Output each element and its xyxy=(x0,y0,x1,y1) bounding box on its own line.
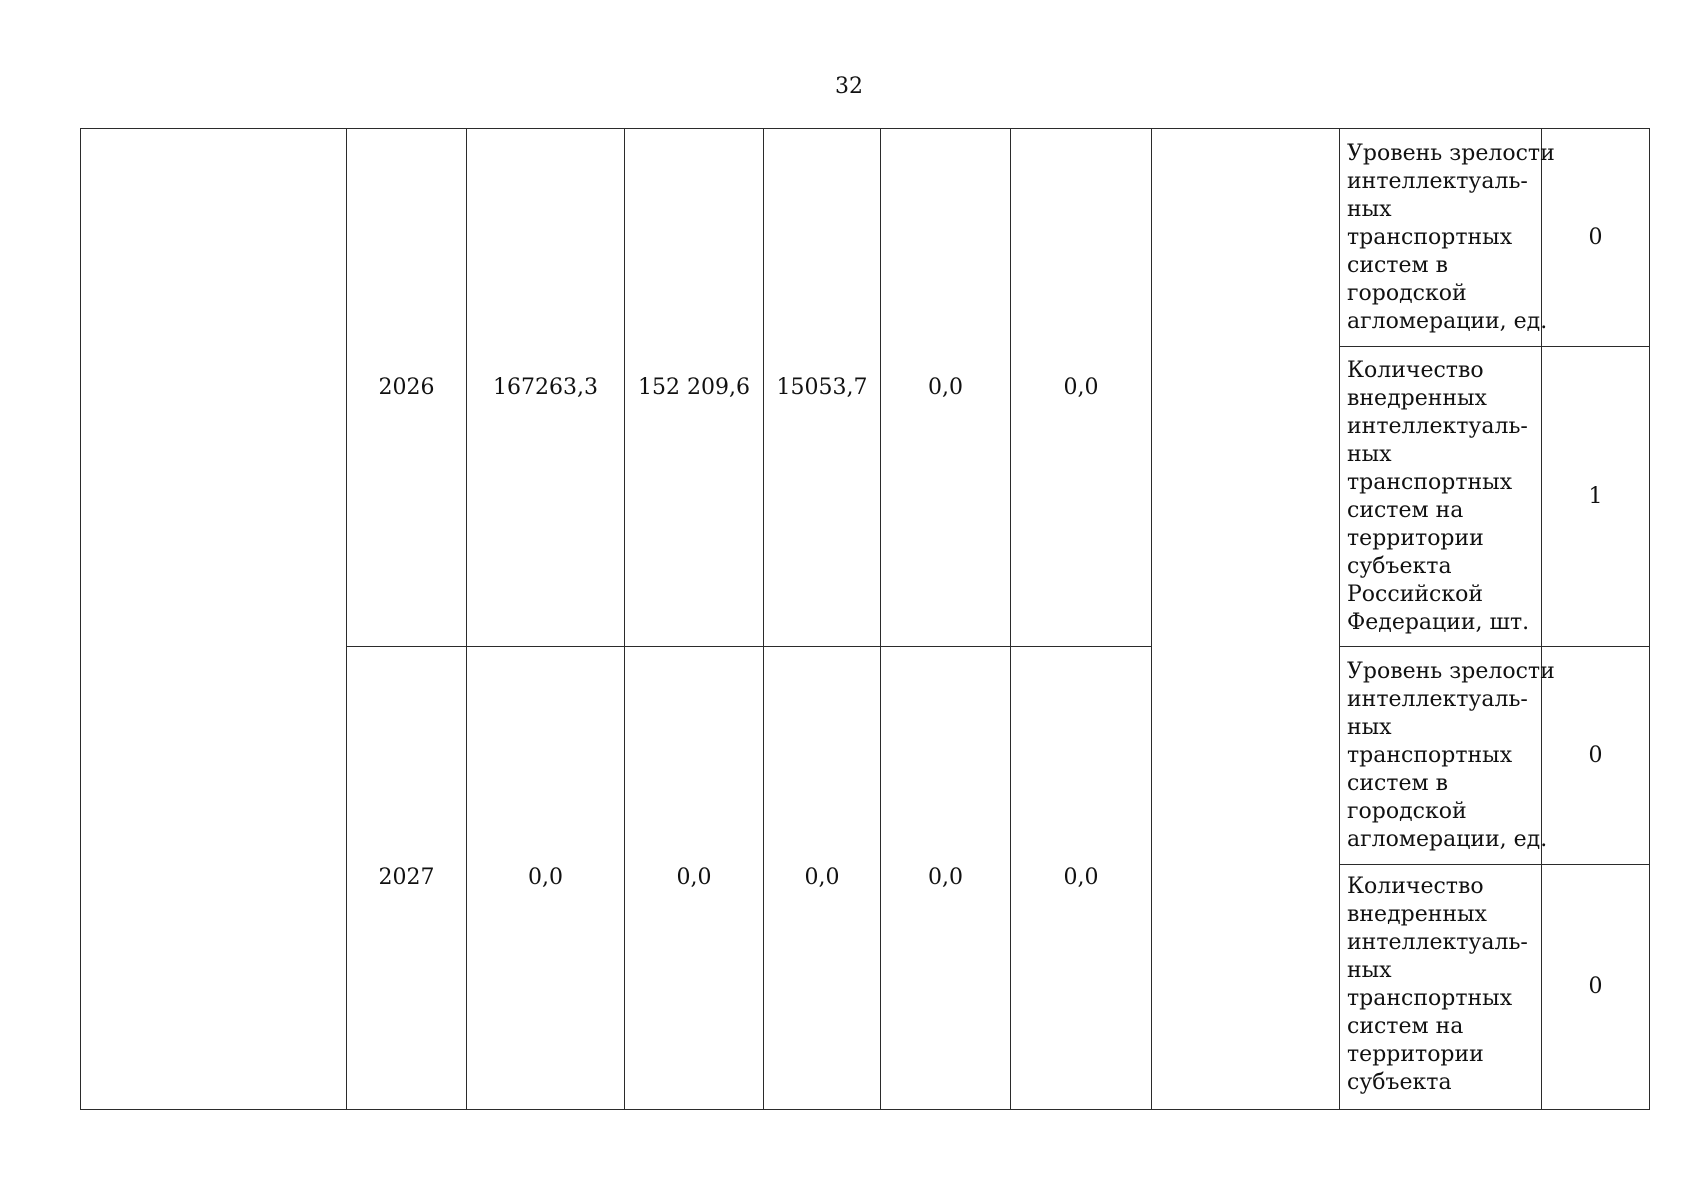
indicator-text-line: интеллектуаль- xyxy=(1347,168,1528,194)
indicator-value-cell: 0 xyxy=(1542,129,1650,347)
indicator-name-cell xyxy=(1340,347,1542,647)
indicator-text-line: интеллектуаль- xyxy=(1347,686,1528,712)
indicator-text-line: систем на xyxy=(1347,1014,1464,1039)
indicator-value-cell: 1 xyxy=(1542,347,1650,647)
indicator-text-line: субъекта xyxy=(1347,1070,1452,1095)
year-cell: 2026 xyxy=(347,129,467,647)
program-funding-table xyxy=(80,128,1650,1110)
federal-budget-cell: 152 209,6 xyxy=(625,129,764,647)
indicator-name-cell xyxy=(1340,129,1555,347)
indicator-text-line: систем на xyxy=(1347,497,1464,523)
indicator-value-cell: 0 xyxy=(1542,865,1650,1110)
indicator-text-line: территории xyxy=(1347,1042,1484,1067)
total-cell: 167263,3 xyxy=(467,129,625,647)
total-cell: 0,0 xyxy=(467,647,625,1110)
page-number: 32 xyxy=(835,74,863,99)
local-budget-cell: 0,0 xyxy=(881,647,1011,1110)
indicator-name-cell xyxy=(1340,647,1555,865)
indicator-text-line: транспортных xyxy=(1347,469,1513,495)
indicator-text-line: Российской xyxy=(1347,581,1483,607)
indicator-text-line: ных xyxy=(1347,958,1392,983)
other-sources-cell: 0,0 xyxy=(1011,647,1152,1110)
other-sources-cell: 0,0 xyxy=(1011,129,1152,647)
table-row xyxy=(81,129,1650,347)
indicator-text-line: городской xyxy=(1347,798,1467,824)
name-cell xyxy=(81,129,347,1110)
indicator-text-line: Уровень зрелости xyxy=(1347,658,1555,684)
year-cell: 2027 xyxy=(347,647,467,1110)
indicator-text-line: Количество xyxy=(1347,357,1484,383)
indicator-text-line: транспортных xyxy=(1347,742,1513,768)
indicator-text-line: субъекта xyxy=(1347,553,1452,579)
indicator-value-cell: 0 xyxy=(1542,647,1650,865)
regional-budget-cell: 15053,7 xyxy=(764,129,881,647)
indicator-text-line: Федерации, шт. xyxy=(1347,609,1530,635)
indicator-text-line: интеллектуаль- xyxy=(1347,413,1528,439)
regional-budget-cell: 0,0 xyxy=(764,647,881,1110)
indicator-text-line: территории xyxy=(1347,525,1484,551)
indicator-text-line: систем в xyxy=(1347,252,1448,278)
indicator-text-line: систем в xyxy=(1347,770,1448,796)
indicator-name-cell xyxy=(1340,865,1542,1110)
indicator-text-line: Количество xyxy=(1347,874,1484,899)
federal-budget-cell: 0,0 xyxy=(625,647,764,1110)
indicator-text-line: ных xyxy=(1347,196,1392,222)
indicator-text-line: интеллектуаль- xyxy=(1347,930,1528,955)
indicator-text-line: агломерации, ед. xyxy=(1347,308,1548,334)
indicator-text-line: Уровень зрелости xyxy=(1347,140,1555,166)
indicator-text-line: транспортных xyxy=(1347,224,1513,250)
indicator-text-line: ных xyxy=(1347,441,1392,467)
indicator-text-line: транспортных xyxy=(1347,986,1513,1011)
local-budget-cell: 0,0 xyxy=(881,129,1011,647)
indicator-text-line: агломерации, ед. xyxy=(1347,826,1548,852)
responsible-cell xyxy=(1152,129,1340,1110)
indicator-text-line: внедренных xyxy=(1347,385,1487,411)
indicator-text-line: внедренных xyxy=(1347,902,1487,927)
indicator-text-line: ных xyxy=(1347,714,1392,740)
indicator-text-line: городской xyxy=(1347,280,1467,306)
